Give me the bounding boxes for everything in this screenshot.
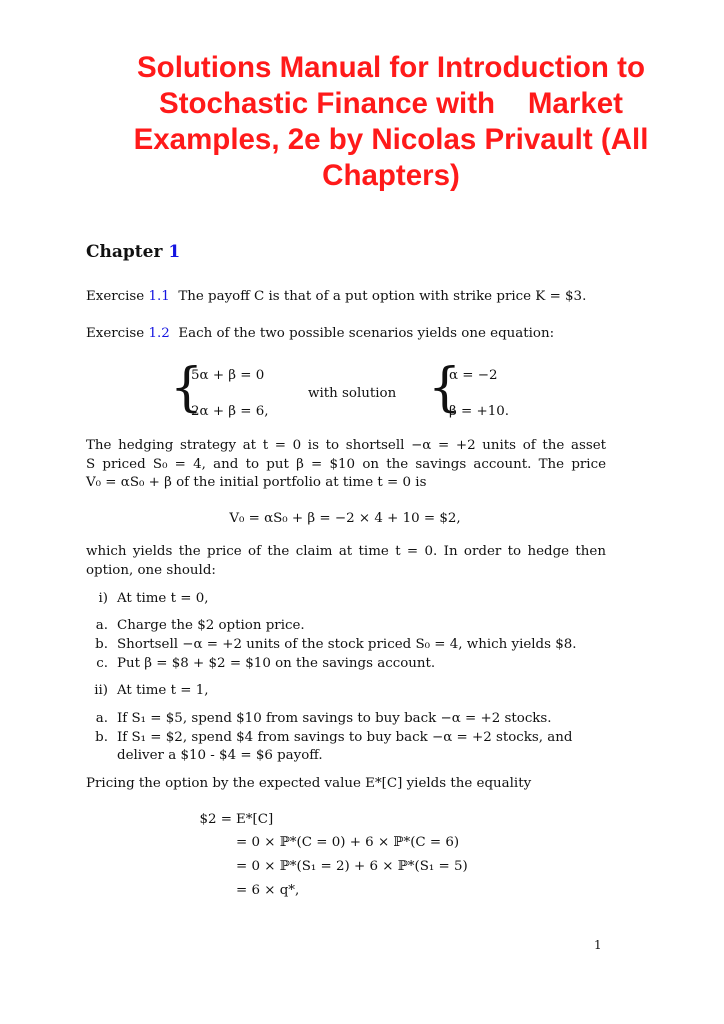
pricing-eq-line: E*[C] [236,812,274,827]
item-marker: c. [96,656,108,671]
step-text: At time t = 1, [117,683,209,698]
item-marker: a. [95,618,108,633]
document-title [96,50,686,194]
pricing-eq-line: = 0 × ℙ*(C = 0) + 6 × ℙ*(C = 6) [236,835,460,850]
paragraph-line: S priced S₀ = 4, and to put β = $10 on the savings account. The price [86,456,606,472]
hedging-paragraph [86,437,606,493]
item-marker: b. [95,637,108,652]
chapter-label: Chapter [86,242,163,262]
pricing-line: Pricing the option by the expected value E*[C] yields the equality [86,776,532,791]
item-marker: a. [95,711,108,726]
list-item: Shortsell −α = +2 units of the stock priced S₀ = 4, which yields $8. [117,637,577,652]
chapter-number-link[interactable]: 1 [168,242,181,262]
system-left-eq-1: 5α + β = 0 [191,368,265,383]
title-line: Examples, 2e by Nicolas Privault (All [133,123,649,156]
list-item: If S₁ = $5, spend $10 from savings to buy back −α = +2 stocks. [117,711,552,726]
right-brace: { [428,358,462,418]
pricing-eq-line: = 6 × q*, [236,883,300,898]
chapter-heading [86,242,180,262]
exercise-1-1 [86,289,586,304]
paragraph-line: V₀ = αS₀ + β of the initial portfolio at time t = 0 is [86,475,427,490]
exercise-label: Exercise [86,326,145,341]
exercise-text: Each of the two possible scenarios yields one equation: [178,326,555,341]
exercise-1-2 [86,326,554,341]
paragraph-line: which yields the price of the claim at time t = 0. In order to hedge then [86,544,606,559]
pricing-eq-line: = 0 × ℙ*(S₁ = 2) + 6 × ℙ*(S₁ = 5) [236,859,468,874]
exercise-text: The payoff C is that of a put option with strike price K = $3. [178,289,587,304]
list-item: Charge the $2 option price. [117,618,305,633]
exercise-number-link[interactable]: 1.2 [148,326,170,341]
system-right-eq-1: α = −2 [449,368,498,383]
system-right-eq-2: β = +10. [449,404,509,419]
step-marker: i) [98,591,108,606]
system-left-eq-2: 2α + β = 6, [191,404,269,419]
list-item-continuation: deliver a $10 - $4 = $6 payoff. [117,748,323,763]
paragraph-line: The hedging strategy at t = 0 is to shortsell −α = +2 units of the asset [86,438,606,453]
exercise-label: Exercise [86,289,145,304]
exercise-number-link[interactable]: 1.1 [148,289,170,304]
page-number: 1 [594,938,602,952]
item-marker: b. [95,730,108,745]
title-line: Chapters) [322,159,460,192]
claim-paragraph [86,543,606,580]
step-marker: ii) [94,683,108,698]
list-item: If S₁ = $2, spend $4 from savings to buy back −α = +2 stocks, and [117,730,573,745]
v0-equation: V₀ = αS₀ + β = −2 × 4 + 10 = $2, [229,511,461,526]
paragraph-line: option, one should: [86,562,216,578]
pricing-eq-lhs: $2 = [199,812,232,827]
step-text: At time t = 0, [117,591,209,606]
left-brace: { [170,358,204,418]
list-item: Put β = $8 + $2 = $10 on the savings account. [117,656,436,671]
title-line: Stochastic Finance with Market [159,87,623,120]
system-middle-text: with solution [308,386,397,401]
title-line: Solutions Manual for Introduction to [137,51,645,84]
